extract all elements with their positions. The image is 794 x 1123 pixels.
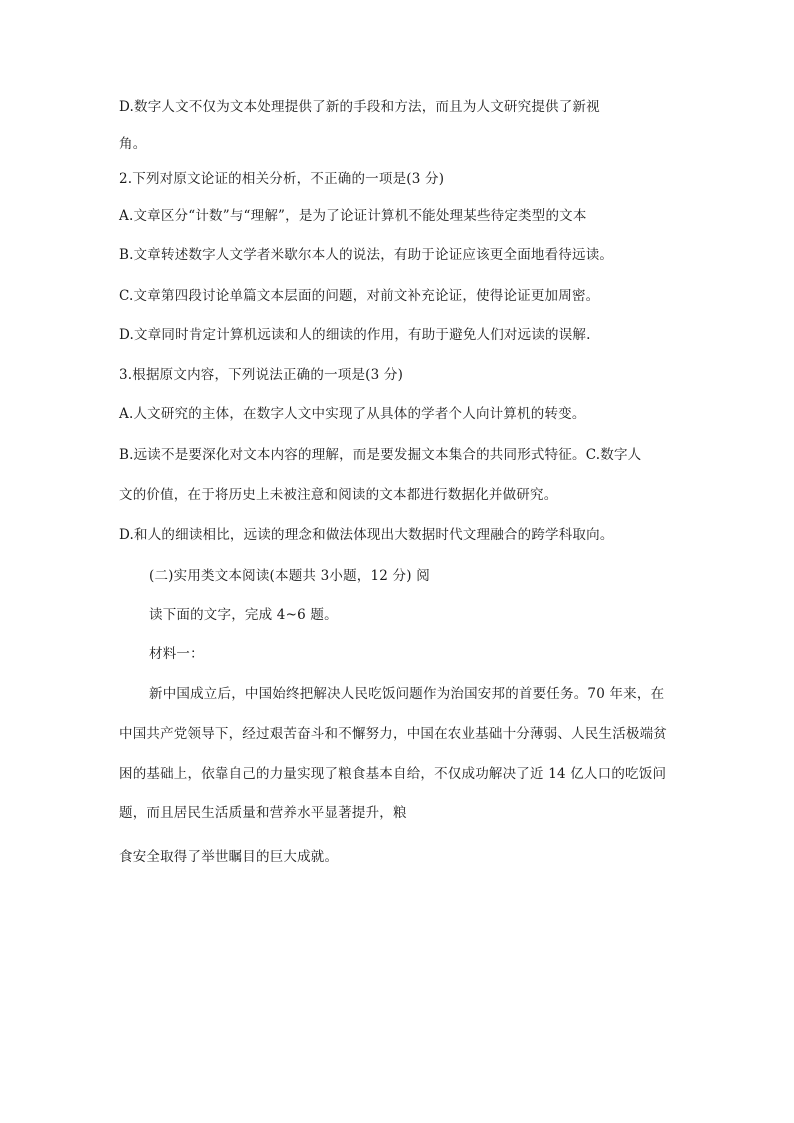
question-2-stem: 2.下列对原文论证的相关分析，不正确的一项是(3 分) <box>119 171 445 187</box>
paragraph-line: 困的基础上，依靠自己的力量实现了粮食基本自给，不仅成功解决了近 14 亿人口的吃饭问 <box>119 766 667 782</box>
option-a: A.人文研究的主体，在数字人文中实现了从具体的学者个人向计算机的转变。 <box>119 406 586 422</box>
option-d: D.和人的细读相比，远读的理念和做法体现出大数据时代文理融合的跨学科取向。 <box>119 527 614 543</box>
option-b: B.文章转述数字人文学者米歇尔本人的说法，有助于论证应该更全面地看待远读。 <box>119 247 614 263</box>
option-a: A.文章区分“计数”与“理解”，是为了论证计算机不能处理某些待定类型的文本 <box>119 208 587 224</box>
option-c: C.文章第四段讨论单篇文本层面的问题，对前文补充论证，使得论证更加周密。 <box>119 288 600 304</box>
paragraph-line: 新中国成立后，中国始终把解决人民吃饭问题作为治国安邦的首要任务。70 年来，在 <box>149 686 665 702</box>
paragraph-line: 题，而且居民生活质量和营养水平显著提升，粮 <box>119 805 407 821</box>
option-d: D.文章同时肯定计算机远读和人的细读的作用，有助于避免人们对远读的误解. <box>119 327 591 343</box>
instruction-line: 读下面的文字，完成 4~6 题。 <box>149 607 338 623</box>
text-line: 角。 <box>119 136 147 152</box>
option-b: B.远读不是要深化对文本内容的理解，而是要发掘文本集合的共同形式特征。C.数字人 <box>119 447 642 463</box>
material-label: 材料一： <box>149 646 204 662</box>
question-3-stem: 3.根据原文内容，下列说法正确的一项是(3 分) <box>119 367 404 383</box>
paragraph-line: 中国共产党领导下，经过艰苦奋斗和不懈努力，中国在农业基础十分薄弱、人民生活极端贫 <box>119 726 667 742</box>
text-line: D.数字人文不仅为文本处理提供了新的手段和方法，而且为人文研究提供了新视 <box>119 99 600 115</box>
section-heading: (二)实用类文本阅读(本题共 3小题，12 分) 阅 <box>149 568 430 584</box>
paragraph-line: 食安全取得了举世瞩目的巨大成就。 <box>119 849 339 865</box>
option-c-continued: 文的价值，在于将历史上未被注意和阅读的文本都进行数据化并做研究。 <box>119 487 558 503</box>
